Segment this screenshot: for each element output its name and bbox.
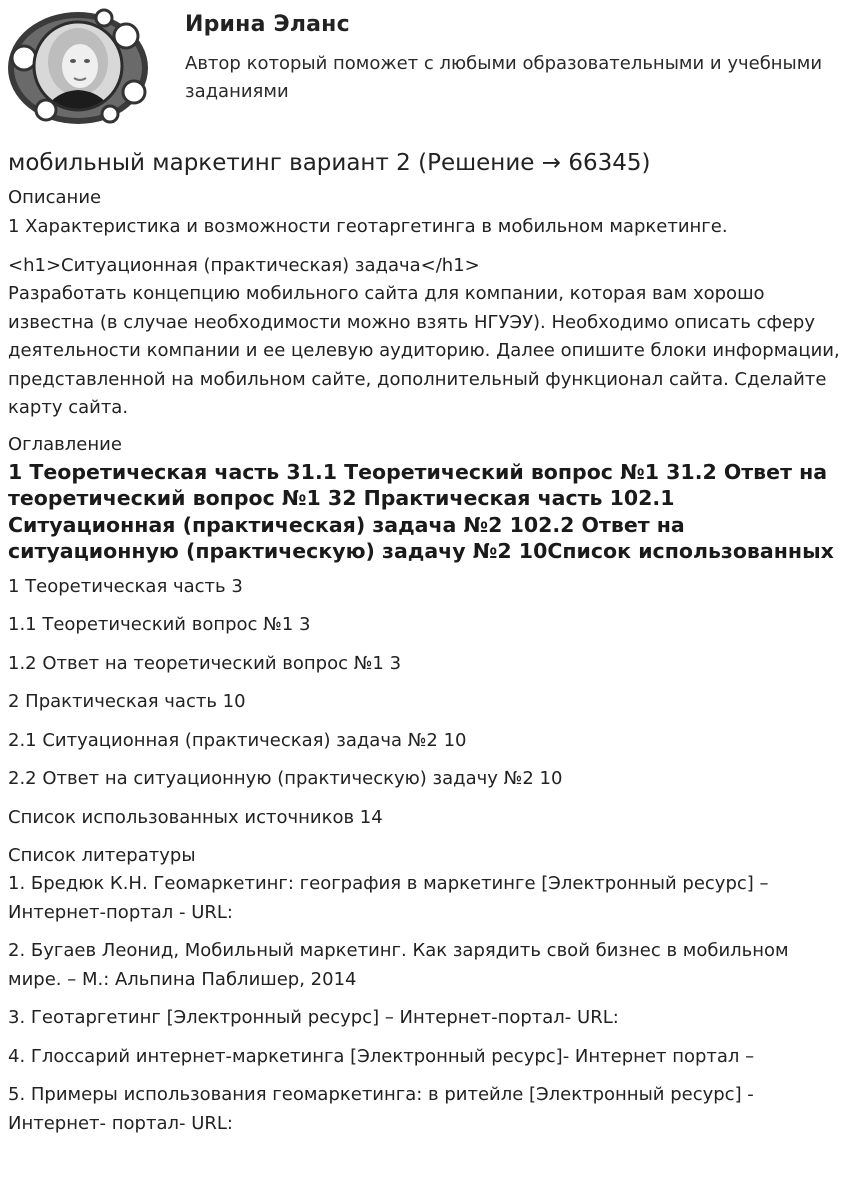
page-title: мобильный маркетинг вариант 2 (Решение → 66345): [8, 150, 651, 176]
literature-item: 5. Примеры использования геомаркетинга: в ритейле [Электронный ресурс] - Интернет- портал- URL:: [8, 1084, 754, 1134]
literature-list: [8, 870, 840, 1138]
toc-item: 2 Практическая часть 10: [8, 691, 246, 712]
toc-list: [8, 575, 840, 830]
description-text: 1 Характеристика и возможности геотаргетинга в мобильном маркетинге.: [8, 216, 728, 237]
description-label: Описание: [8, 187, 102, 208]
literature-item: 4. Глоссарий интернет-маркетинга [Электронный ресурс]- Интернет портал –: [8, 1045, 755, 1067]
literature-label: Список литературы: [8, 845, 196, 866]
toc-item: 1 Теоретическая часть 3: [8, 575, 243, 597]
toc-item: 2.2 Ответ на ситуационную (практическую) задачу №2 10: [8, 768, 563, 789]
task-heading: <h1>Ситуационная (практическая) задача</h1>: [8, 254, 480, 276]
literature-item: 1. Бредюк К.Н. Геомаркетинг: география в маркетинге [Электронный ресурс] – Интернет-портал - URL:: [8, 873, 769, 923]
author-avatar[interactable]: [6, 6, 152, 128]
toc-item: 1.2 Ответ на теоретический вопрос №1 3: [8, 652, 402, 674]
film-reel-avatar-icon: [6, 6, 152, 128]
toc-bold-summary: 1 Теоретическая часть 31.1 Теоретический вопрос №1 31.2 Ответ на теоретический вопрос №1 32 Практическая часть 102.1 Ситуационная (практическая) задача №2 102.2 Ответ на ситуационную (практическую) задачу №2 10Список использованных: [8, 459, 834, 563]
author-header: [0, 0, 847, 140]
toc-label: Оглавление: [8, 433, 122, 455]
document-content: [8, 146, 840, 1148]
toc-item: 1.1 Теоретический вопрос №1 3: [8, 614, 311, 635]
author-description: Автор который поможет с любыми образовательными и учебными заданиями: [185, 53, 823, 102]
literature-item: 3. Геотаргетинг [Электронный ресурс] – Интернет-портал- URL:: [8, 1007, 619, 1028]
author-name[interactable]: Ирина Эланс: [185, 12, 350, 37]
task-text: Разработать концепцию мобильного сайта для компании, которая вам хорошо известна (в случае необходимости можно взять НГУЭУ). Необходимо описать сферу деятельности компании и ее целевую аудиторию. Далее опишите блоки информации, представленной на мобильном сайте, дополнительный функционал сайта. Сделайте карту сайта.: [8, 283, 840, 418]
toc-item: Список использованных источников 14: [8, 806, 383, 828]
toc-item: 2.1 Ситуационная (практическая) задача №2 10: [8, 729, 467, 751]
literature-item: 2. Бугаев Леонид, Мобильный маркетинг. Как зарядить свой бизнес в мобильном мире. – М.: Альпина Паблишер, 2014: [8, 940, 789, 990]
